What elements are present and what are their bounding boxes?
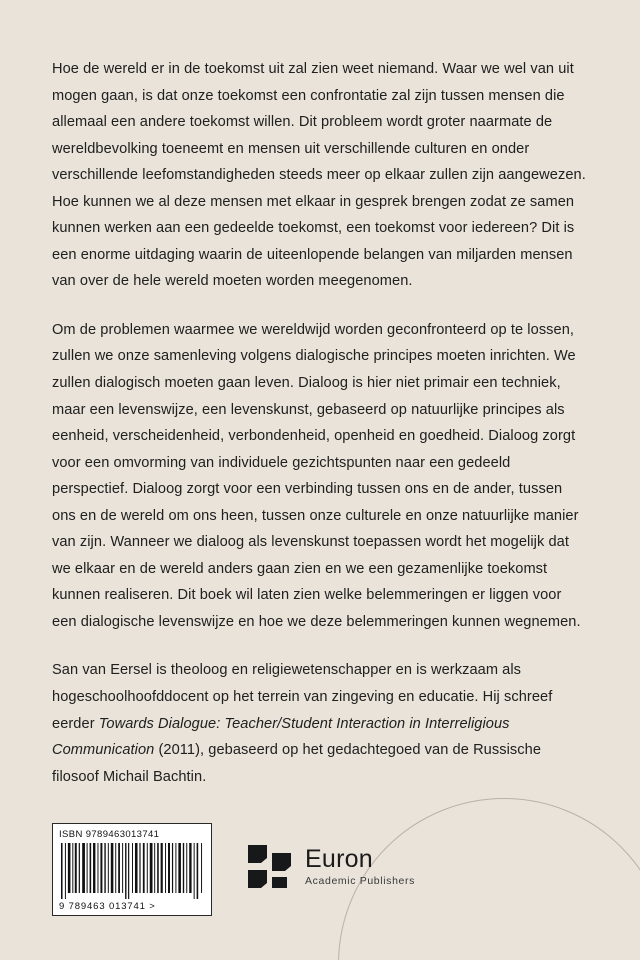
isbn-label: ISBN 9789463013741: [59, 829, 160, 840]
blurb-paragraph-2: Om de problemen waarmee we wereldwijd worden geconfronteerd op te lossen, zullen we onze samenleving volgens dialogische principes moeten inrichten. We zullen dialogisch moeten gaan leven. Dialoog is hier niet primair een techniek, maar een levenswijze, een levenskunst, gebaseerd op natuurlijke principes als eenheid, verscheidenheid, verbondenheid, openheid en goedheid. Dialoog zorgt voor een omvorming van individuele gezichtspunten naar een gedeeld perspectief. Dialoog zorgt voor een verbinding tussen ons en de ander, tussen ons en de wereld om ons heen, tussen onze culturele en onze natuurlijke manier van zijn. Wanneer we dialoog als levenskunst toepassen wordt het mogelijk dat we elkaar en de wereld anders gaan zien en we een gezamenlijke toekomst kunnen realiseren. Dit boek wil laten zien welke belemmeringen er liggen voor een dialogische levenswijze en hoe we deze belemmeringen kunnen wegnemen.: [52, 321, 581, 630]
four-squares-logo-icon: [247, 844, 293, 890]
cover-footer: [52, 796, 588, 916]
blurb-paragraph-1: Hoe de wereld er in de toekomst uit zal zien weet niemand. Waar we wel van uit mogen gaan, is dat onze toekomst een confrontatie zal zijn tussen mensen die allemaal een andere toekomst willen. Dit probleem wordt groter naarmate de wereldbevolking toeneemt en mensen uit verschillende culturen en onder verschillende leefomstandigheden steeds meer op elkaar zullen zijn aangewezen. Hoe kunnen we al deze mensen met elkaar in gesprek brengen zodat ze samen kunnen werken aan een gedeelde toekomst, een toekomst voor iedereen? Dit is een enorme uitdaging waarin de uiteenlopende belangen van miljarden mensen van over de hele wereld moeten worden meegenomen.: [52, 61, 586, 290]
author-bio-part-2: (2011), gebaseerd op het gedachtegoed van de Russische filosoof Michail Bachtin.: [52, 742, 542, 785]
isbn-digits: 9 789463 013741 >: [59, 901, 156, 912]
publisher-subtitle: Academic Publishers: [305, 875, 416, 888]
publisher-name: Euron: [305, 845, 373, 874]
author-bio-paragraph: [52, 657, 588, 790]
publisher-text: [305, 847, 415, 887]
blurb-text-block: [52, 56, 588, 790]
isbn-barcode: [52, 823, 212, 916]
publisher-logo-block: [247, 844, 415, 890]
author-bio-part-1: San van Eersel is theoloog en religiewetenschapper en is werkzaam als hogeschoolhoofddocent op het terrein van zingeving en educatie. Hij schreef eerder: [52, 662, 553, 732]
barcode-bars-icon: [59, 843, 205, 899]
author-previous-book-title: Towards Dialogue: Teacher/Student Interaction in Interreligious Communication: [52, 715, 510, 759]
